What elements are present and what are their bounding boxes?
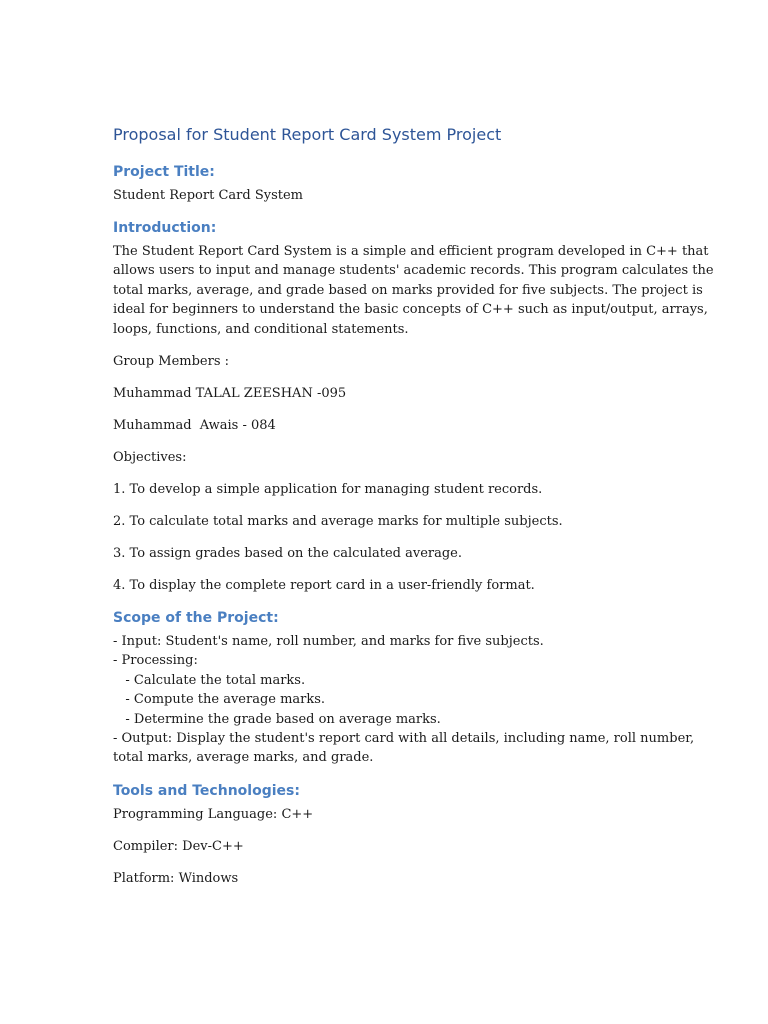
objective-item: 1. To develop a simple application for managing student records. xyxy=(113,482,543,498)
scope-heading: Scope of the Project: xyxy=(113,610,279,627)
group-member: Muhammad TALAL ZEESHAN -095 xyxy=(113,386,347,402)
tools-heading: Tools and Technologies: xyxy=(113,782,300,799)
scope-line: total marks, average marks, and grade. xyxy=(113,750,374,766)
project-title-heading: Project Title: xyxy=(113,164,215,180)
scope-line: - Input: Student's name, roll number, and marks for five subjects. xyxy=(113,634,544,650)
scope-line: - Compute the average marks. xyxy=(113,692,326,708)
group-members-label: Group Members : xyxy=(113,354,229,370)
objective-item: 2. To calculate total marks and average marks for multiple subjects. xyxy=(113,514,563,530)
introduction-line: total marks, average, and grade based on marks provided for five subjects. The project is xyxy=(113,282,703,298)
section-tools xyxy=(113,781,653,888)
document-title: Proposal for Student Report Card System Project xyxy=(113,125,502,144)
introduction-line: loops, functions, and conditional statements. xyxy=(113,321,409,337)
objective-item: 4. To display the complete report card in a user-friendly format. xyxy=(113,578,535,594)
scope-line: - Output: Display the student's report card with all details, including name, roll number, xyxy=(113,731,695,747)
introduction-line: allows users to input and manage students' academic records. This program calculates the xyxy=(113,263,714,279)
document-page xyxy=(113,124,714,901)
objectives-label: Objectives: xyxy=(113,450,187,466)
introduction-line: ideal for beginners to understand the basic concepts of C++ such as input/output, arrays, xyxy=(113,302,708,318)
tools-item: Compiler: Dev-C++ xyxy=(113,838,244,854)
scope-line: - Calculate the total marks. xyxy=(113,672,306,688)
introduction-heading: Introduction: xyxy=(113,220,217,236)
introduction-line: The Student Report Card System is a simple and efficient program developed in C++ that xyxy=(113,244,709,259)
scope-line: - Determine the grade based on average marks. xyxy=(113,711,441,727)
section-introduction xyxy=(113,218,714,339)
scope-line: - Processing: xyxy=(113,653,198,669)
scope-list xyxy=(113,632,695,768)
tools-item: Platform: Windows xyxy=(113,870,239,886)
section-project-title xyxy=(113,162,653,205)
tools-item: Programming Language: C++ xyxy=(113,806,314,822)
section-scope xyxy=(113,608,695,768)
group-member: Muhammad Awais - 084 xyxy=(113,418,276,434)
project-title-text: Student Report Card System xyxy=(113,188,303,203)
objective-item: 3. To assign grades based on the calculated average. xyxy=(113,546,463,562)
introduction-paragraph xyxy=(113,242,714,339)
